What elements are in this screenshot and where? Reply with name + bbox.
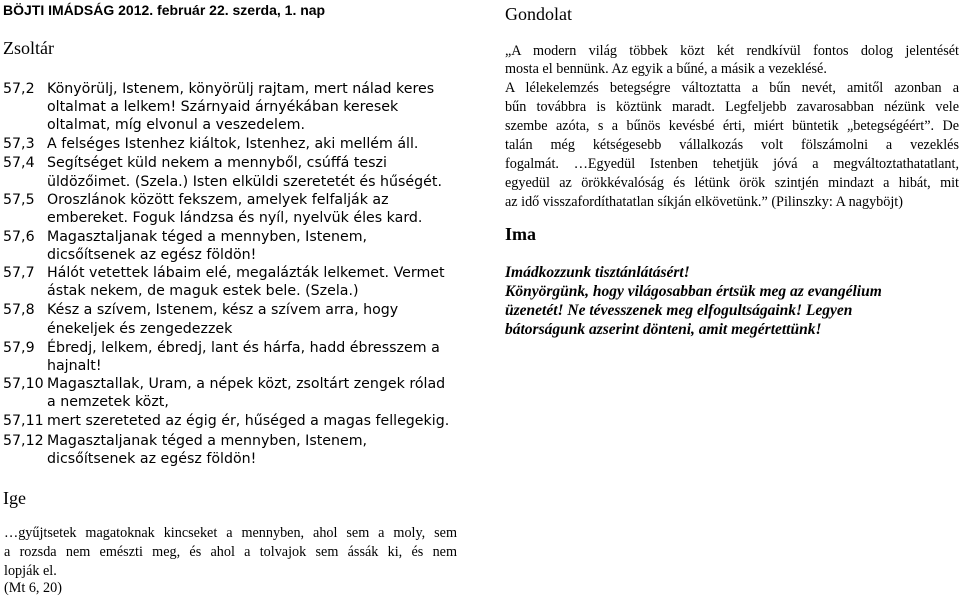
- ige-line: a rozsda nem emészti meg, és ahol a tolvajok sem ássák ki, és nem: [4, 544, 457, 560]
- gondolat-line: az idő visszafordíthatatlan síkján elkövetünk.” (Pilinszky: A nagyböjt): [505, 194, 903, 210]
- verse-number: 57,10: [3, 376, 44, 392]
- verse-line: Magasztallak, Uram, a népek közt, zsoltárt zengek rólad: [47, 376, 446, 392]
- gondolat-line: mosta el bennünk. Az egyik a bűné, a másik a vezeklésé.: [505, 61, 827, 77]
- ima-line: üzenetét! Ne tévesszenek meg elfogultságaink! Legyen: [505, 302, 853, 319]
- verse-line: Kész a szívem, Istenem, kész a szívem arra, hogy: [47, 302, 399, 318]
- verse-line: embereket. Foguk lándzsa és nyíl, nyelvük éles kard.: [47, 210, 423, 226]
- ima-line: Könyörgünk, hogy világosabban értsük meg az evangélium: [505, 283, 882, 300]
- verse-line: Oroszlánok között fekszem, amelyek felfalják az: [47, 192, 389, 208]
- verse-number: 57,6: [3, 229, 35, 245]
- gondolat-line: szembe azóta, s a bűnös kevésbé érti, miért büntetik „betegségéért”. De: [505, 118, 959, 134]
- verse-number: 57,11: [3, 413, 44, 429]
- section-heading-zsoltar: Zsoltár: [3, 38, 54, 58]
- page-title: BÖJTI IMÁDSÁG 2012. február 22. szerda, 1. nap: [3, 2, 326, 18]
- verse-number: 57,8: [3, 302, 35, 318]
- verse-line: oltalmat, míg elvonul a veszedelem.: [47, 117, 306, 133]
- verse-number: 57,4: [3, 155, 35, 171]
- verse-line: hajnalt!: [47, 358, 102, 374]
- verse-number: 57,2: [3, 81, 35, 97]
- verse-number: 57,5: [3, 192, 35, 208]
- ima-line: bátorságunk azserint dönteni, amit megértettünk!: [505, 321, 822, 338]
- verse-line: dicsőítsenek az egész földön!: [47, 247, 257, 263]
- gondolat-line: „A modern világ többek közt két rendkívül fontos dolog jelentését: [505, 43, 959, 59]
- verse-line: A felséges Istenhez kiáltok, Istenhez, aki mellém áll.: [47, 136, 419, 152]
- section-heading-ige: Ige: [3, 488, 26, 508]
- verse-line: Segítséget küld nekem a mennyből, csúffá teszi: [47, 155, 387, 171]
- gondolat-line: bűn továbbra is köztünk maradt. Legfeljebb zavarosabban nézünk vele: [505, 99, 959, 115]
- verse-number: 57,12: [3, 433, 44, 449]
- verse-line: oltalmat a lelkem! Szárnyaid árnyékában keresek: [47, 99, 399, 115]
- verse-line: dicsőítsenek az egész földön!: [47, 451, 257, 467]
- section-heading-ima: Ima: [505, 224, 536, 244]
- verse-line: mert szereteted az égig ér, hűséged a magas fellegekig.: [47, 413, 450, 429]
- verse-line: ástak nekem, de maguk estek bele. (Szela.): [47, 283, 359, 299]
- verse-line: Magasztaljanak téged a mennyben, Istenem,: [47, 433, 368, 449]
- verse-number: 57,3: [3, 136, 35, 152]
- gondolat-line: A lélekelemzés betegségre változtatta a bűn nevét, amitől azonban a: [505, 80, 959, 96]
- verse-line: énekeljek és zengedezzek: [47, 321, 233, 337]
- gondolat-line: egyedül az örökkévalóság és létünk örök szintjén mindazt a hibát, mit: [505, 175, 959, 191]
- gondolat-line: talán még kétségesebb vállalkozás volt fölszámolni a vezeklés: [505, 137, 959, 153]
- verse-number: 57,9: [3, 340, 35, 356]
- verse-line: Ébredj, lelkem, ébredj, lant és hárfa, hadd ébresszem a: [47, 340, 440, 356]
- verse-line: Hálót vetettek lábaim elé, megalázták lelkemet. Vermet: [47, 265, 445, 281]
- verse-line: Magasztaljanak téged a mennyben, Istenem,: [47, 229, 368, 245]
- ige-line: lopják el.: [4, 563, 57, 579]
- gondolat-line: fogalmát. …Egyedül Istenben tehetjük jóvá a megváltoztathatatlant,: [505, 156, 959, 172]
- ige-reference: (Mt 6, 20): [4, 580, 62, 596]
- verse-line: a nemzetek közt,: [47, 394, 169, 410]
- verse-number: 57,7: [3, 265, 35, 281]
- ima-line: Imádkozzunk tisztánlátásért!: [505, 264, 690, 281]
- ige-line: …gyűjtsetek magatoknak kincseket a mennyben, ahol sem a moly, sem: [4, 525, 457, 541]
- verse-line: Könyörülj, Istenem, könyörülj rajtam, mert nálad keres: [47, 81, 435, 97]
- verse-line: üldözőimet. (Szela.) Isten elküldi szeretetét és hűségét.: [47, 174, 442, 190]
- section-heading-gondolat: Gondolat: [505, 4, 572, 24]
